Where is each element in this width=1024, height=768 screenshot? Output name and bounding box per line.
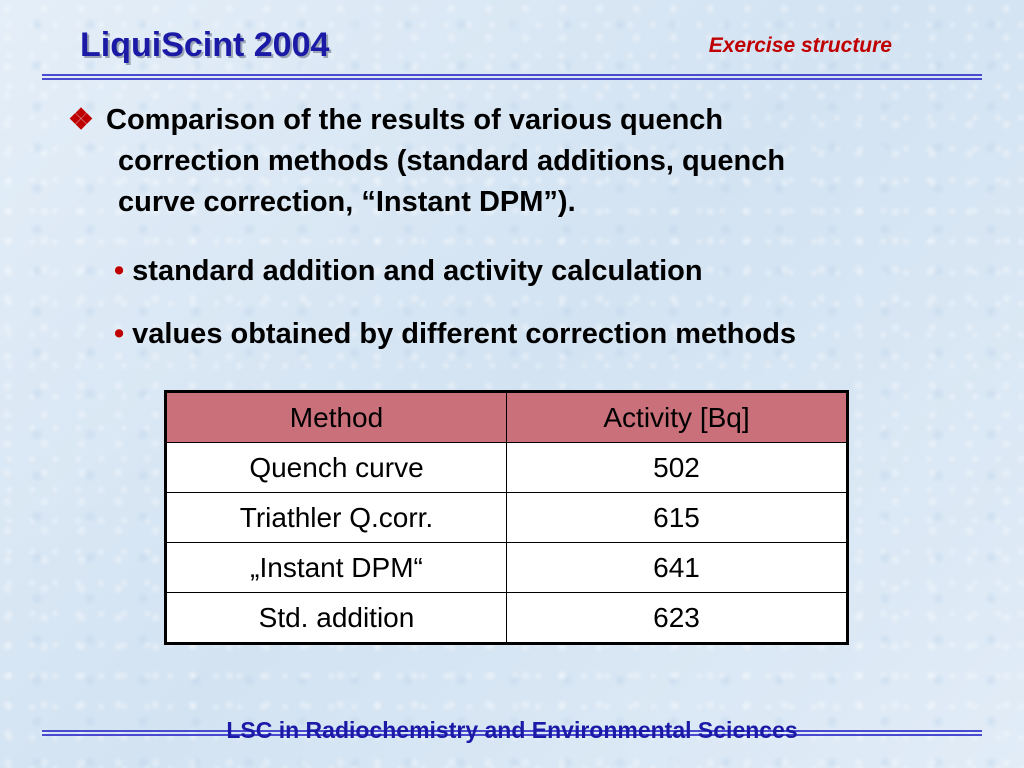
main-bullet-line-2: correction methods (standard additions, quench <box>118 145 786 177</box>
bullet-dot-icon: • <box>114 255 125 287</box>
method-cell: Quench curve <box>166 443 507 493</box>
table-header-row <box>166 392 848 443</box>
table-row <box>166 493 848 543</box>
column-header-activity: Activity [Bq] <box>507 392 848 443</box>
activity-cell: 641 <box>507 543 848 593</box>
footer-text: LSC in Radiochemistry and Environmental Sciences <box>226 717 798 743</box>
header-rule-bottom <box>42 78 982 80</box>
activity-cell: 623 <box>507 593 848 644</box>
method-cell: Triathler Q.corr. <box>166 493 507 543</box>
slide-title: LiquiScint 2004 <box>80 26 330 64</box>
sub-bullet <box>114 318 796 351</box>
bullet-dot-icon: • <box>114 318 125 350</box>
main-bullet-line-1: Comparison of the results of various quench <box>106 104 724 136</box>
header-rule-top <box>42 74 982 76</box>
method-cell: „Instant DPM“ <box>166 543 507 593</box>
results-table <box>164 390 849 645</box>
sub-bullet-text: standard addition and activity calculation <box>132 255 703 287</box>
table-row <box>166 443 848 493</box>
sub-bullet <box>114 255 703 288</box>
column-header-method: Method <box>166 392 507 443</box>
sub-bullet-text: values obtained by different correction methods <box>132 318 797 350</box>
main-bullet <box>64 100 924 223</box>
activity-cell: 502 <box>507 443 848 493</box>
diamond-bullet-icon: ❖ <box>68 104 94 136</box>
table-row <box>166 593 848 644</box>
method-cell: Std. addition <box>166 593 507 644</box>
section-label: Exercise structure <box>708 34 892 57</box>
main-bullet-line-3: curve correction, “Instant DPM”). <box>118 186 576 218</box>
activity-cell: 615 <box>507 493 848 543</box>
table-row <box>166 543 848 593</box>
